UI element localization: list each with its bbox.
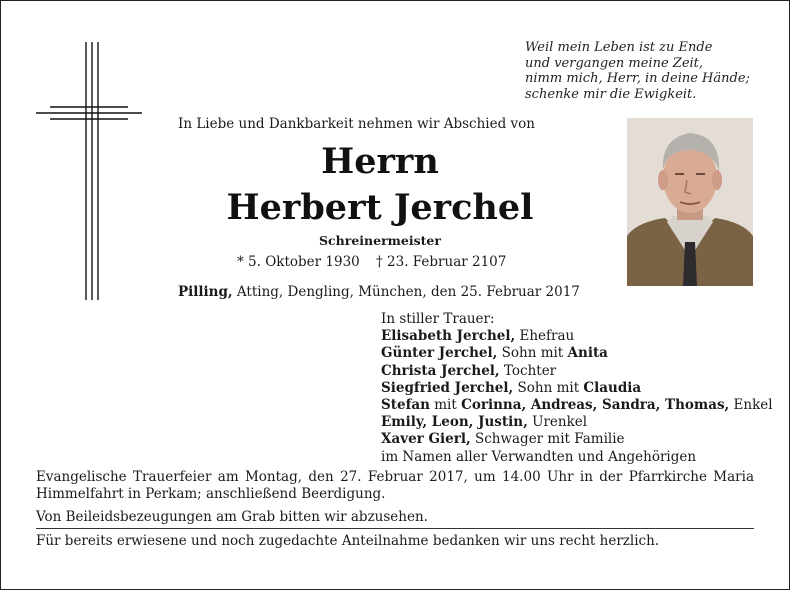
mourner-relation: Ehefrau (515, 328, 575, 345)
mourner-name: Siegfried Jerchel, (381, 379, 514, 396)
mourner-relation: mit (429, 397, 462, 414)
profession: Schreinermeister (319, 233, 441, 248)
mourner-line (381, 449, 773, 466)
mourner-name: Claudia (583, 379, 642, 396)
mourner-line (381, 397, 773, 414)
mourner-line (381, 345, 773, 362)
condolence-request: Von Beileidsbezeugungen am Grab bitten wir abzusehen. (36, 509, 428, 525)
mourner-relation: Urenkel (527, 414, 588, 431)
funeral-service-info: Evangelische Trauerfeier am Montag, den 27. Februar 2017, um 14.00 Uhr in der Pfarrkirche Maria Himmelfahrt in Perkam; anschließend Beerdigung. (36, 469, 754, 502)
mourner-name: Stefan (381, 397, 430, 414)
mourner-name: Corinna, Andreas, Sandra, Thomas, (461, 397, 730, 414)
deceased-name: Herbert Jerchel (226, 187, 534, 228)
mourner-name: Christa Jerchel, (381, 362, 500, 379)
mourner-relation: im Namen aller Verwandten und Angehörigen (381, 448, 697, 465)
mourner-line (381, 380, 773, 397)
mourner-relation: Enkel (729, 397, 773, 414)
thanks-text: Für bereits erwiesene und noch zugedachte Anteilnahme bedanken wir uns recht herzlich. (36, 533, 660, 549)
verse-line: und vergangen meine Zeit, (525, 55, 704, 71)
mourner-relation: Tochter (499, 362, 557, 379)
mourner-line (381, 328, 773, 345)
verse (525, 40, 775, 102)
mourner-name: Günter Jerchel, (381, 345, 498, 362)
death-date: † 23. Februar 2107 (376, 254, 507, 270)
verse-line: nimm mich, Herr, in deine Hände; (525, 71, 750, 86)
place-bold: Pilling, (178, 284, 233, 300)
verse-line: Weil mein Leben ist zu Ende (525, 40, 713, 55)
cross-icon (36, 42, 142, 300)
mourner-line (381, 414, 773, 431)
portrait-photo (627, 118, 753, 286)
intro-text: In Liebe und Dankbarkeit nehmen wir Abschied von (178, 116, 535, 132)
mourner-line (381, 431, 773, 448)
mourners-list (381, 311, 773, 466)
place-and-date (178, 284, 580, 300)
mourner-relation: Sohn mit (513, 379, 584, 396)
mourner-relation: Sohn mit (497, 345, 568, 362)
birth-date: * 5. Oktober 1930 (237, 254, 360, 270)
mourner-name: Xaver Gierl, (381, 431, 471, 448)
place-rest: Atting, Dengling, München, den 25. Februar 2017 (232, 284, 580, 300)
mourner-name: Anita (567, 345, 608, 362)
mourner-name: Emily, Leon, Justin, (381, 414, 528, 431)
verse-line: schenke mir die Ewigkeit. (525, 86, 697, 102)
mourner-relation: Schwager mit Familie (470, 431, 625, 448)
salutation: Herrn (321, 141, 439, 182)
portrait-image (627, 118, 753, 286)
divider (36, 528, 754, 529)
mourner-line (381, 363, 773, 380)
mourner-name: Elisabeth Jerchel, (381, 328, 516, 345)
mourner-lines (381, 328, 773, 466)
mourners-heading: In stiller Trauer: (381, 311, 495, 327)
